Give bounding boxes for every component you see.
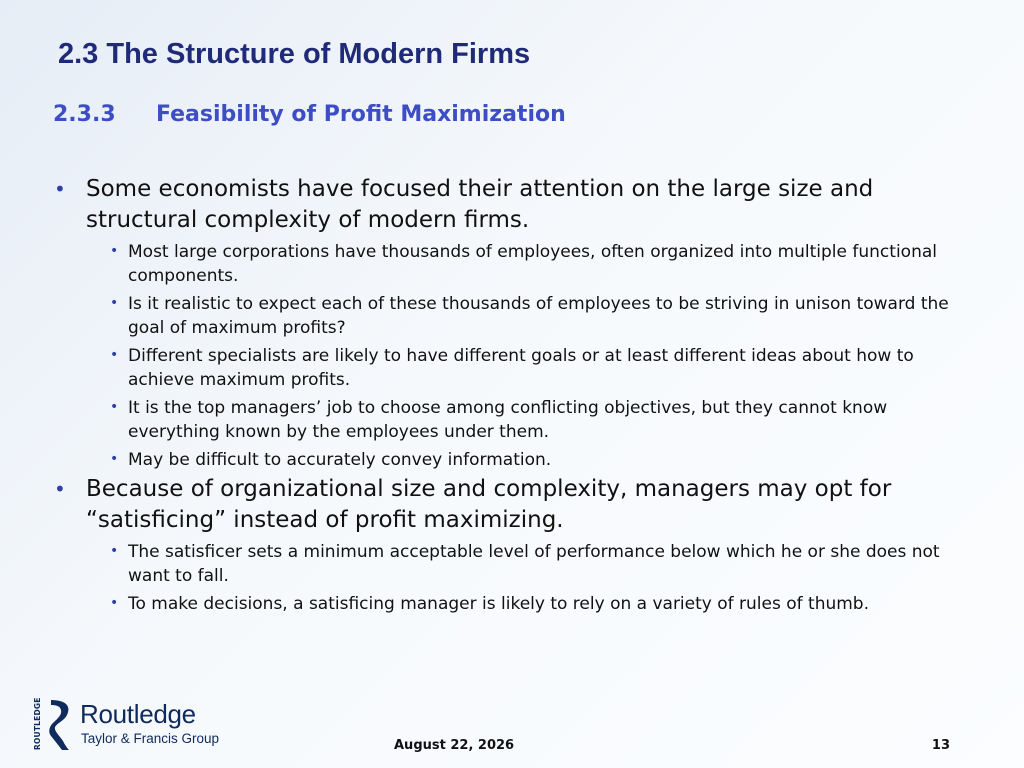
sub-bullet-text: The satisficer sets a minimum acceptable level of performance below which he or she does not want to fall. — [128, 542, 940, 586]
sub-bullet-icon: • — [110, 595, 119, 611]
logo-vertical-text: ROUTLEDGE — [33, 697, 42, 751]
logo-name: Routledge — [80, 699, 196, 729]
bullet-item — [54, 174, 974, 236]
sub-bullet-item — [54, 344, 974, 392]
bullet-text: Because of organizational size and complexity, managers may opt for “satisficing” instead of profit maximizing. — [86, 476, 892, 533]
sub-bullet-item — [54, 448, 974, 472]
sub-bullet-icon: • — [110, 347, 119, 363]
sub-bullet-text: Is it realistic to expect each of these thousands of employees to be striving in unison toward the goal of maximum profits? — [128, 294, 949, 338]
sub-bullet-icon: • — [110, 399, 119, 415]
sub-bullet-item — [54, 396, 974, 444]
bullet-item — [54, 474, 974, 536]
bullet-list — [54, 172, 974, 616]
sub-bullet-text: May be difficult to accurately convey information. — [128, 450, 552, 470]
bullet-icon: • — [54, 477, 66, 501]
sub-bullet-text: It is the top managers’ job to choose among conflicting objectives, but they cannot know everything known by the employees under them. — [128, 398, 888, 442]
slide-title: 2.3 The Structure of Modern Firms — [58, 38, 531, 70]
sub-bullet-icon: • — [110, 295, 119, 311]
sub-bullet-item — [54, 540, 974, 588]
section-heading — [53, 102, 566, 127]
routledge-mark-icon — [45, 697, 75, 751]
logo-subtitle: Taylor & Francis Group — [81, 731, 220, 746]
bullet-text: Some economists have focused their attention on the large size and structural complexity of modern firms. — [86, 176, 874, 233]
footer-date: August 22, 2026 — [394, 738, 515, 753]
sub-bullet-text: Most large corporations have thousands of employees, often organized into multiple functional components. — [128, 242, 937, 286]
sub-bullet-icon: • — [110, 543, 119, 559]
section-title: Feasibility of Profit Maximization — [156, 102, 566, 127]
sub-bullet-item — [54, 292, 974, 340]
sub-bullet-item — [54, 592, 974, 616]
sub-bullet-item — [54, 240, 974, 288]
sub-bullet-text: Different specialists are likely to have different goals or at least different ideas about how to achieve maximum profits. — [128, 346, 914, 390]
bullet-icon: • — [54, 177, 66, 201]
sub-bullet-text: To make decisions, a satisficing manager is likely to rely on a variety of rules of thumb. — [128, 594, 870, 614]
sub-bullet-icon: • — [110, 451, 119, 467]
page-number: 13 — [931, 738, 950, 753]
section-number: 2.3.3 — [53, 102, 116, 127]
routledge-logo — [33, 697, 219, 753]
sub-bullet-icon: • — [110, 243, 119, 259]
